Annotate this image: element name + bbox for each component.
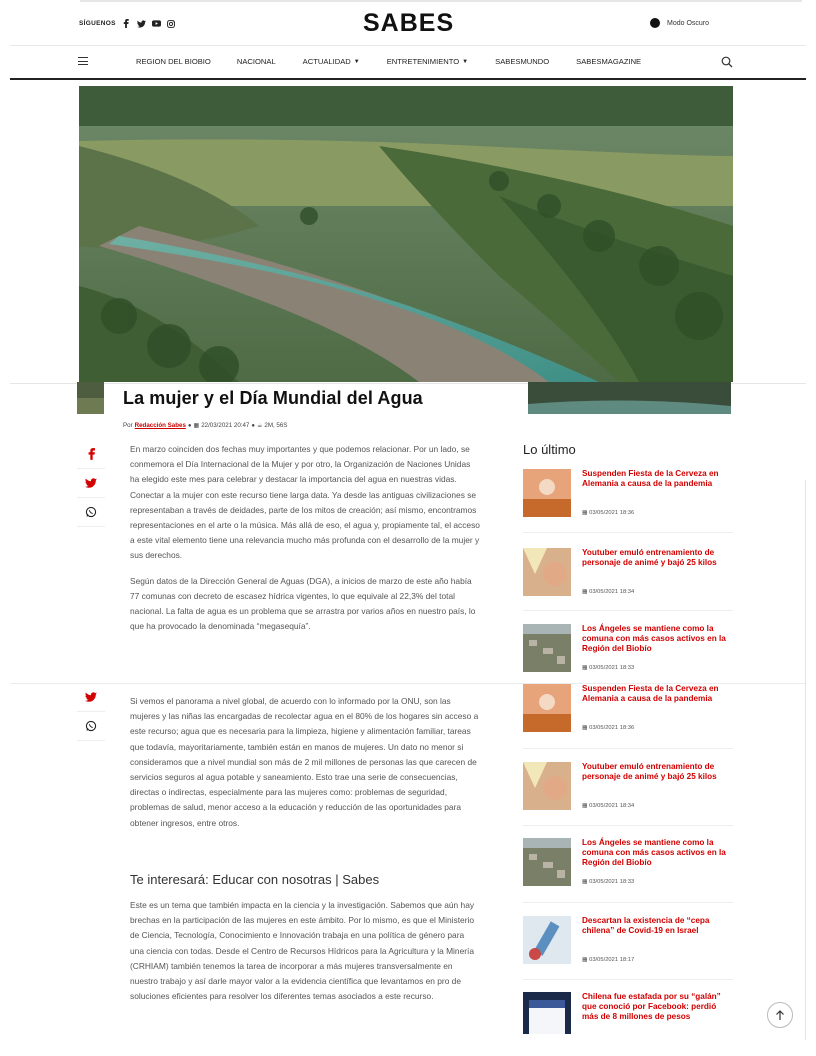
paragraph: En marzo coinciden dos fechas muy importantes y que podemos relacionar. Por un lado, se conmemora el Día Internacional de la Mujer y por otro, la Organización de Naciones Unidas ha elegido este mes para celebrar y destacar la importancia del agua en nuestras vidas. Conectar a la mujer con este recurso tiene larga data. Ya desde las antiguas civilizaciones se representaban a través de deidades, parte de los mitos de creación; así mismo, encontramos representaciones en el arte o la música. Más allá de eso, el agua y, propiamente tal, el acceso a este vital elemento tiene una relevancia mucho más profunda con el desarrollo de la mujer y sus derechos. [130,444,480,561]
share-twitter-button[interactable] [77,469,105,498]
facebook-icon[interactable] [122,19,131,28]
follow-label: SÍGUENOS [79,20,116,27]
news-date: ▦ 03/05/2021 18:17 [582,957,635,963]
news-thumbnail[interactable] [523,916,571,964]
calendar-icon: ▦ [193,423,200,429]
sidebar-divider [523,902,733,903]
related-thumbnail-strip[interactable] [528,382,731,414]
main-nav [10,46,806,80]
related-link[interactable]: Te interesará: Educar con nosotras | Sabes [130,872,380,887]
paragraph: Este es un tema que también impacta en la ciencia y la investigación. Sabemos que aún hay brechas en la participación de las mujeres en este ámbito. Por lo mismo, es que el Ministerio de Ciencia, Tecnología, Conocimiento e Innovación trabaja en una política de género para una ciencia con todas. Desde el Centro de Recursos Hídricos para la Agricultura y la Minería (CRHIAM) también tenemos la tarea de incorporar a más mujeres transversalmente en nuestro trabajo y así darle mayor valor a la evidencia científica que levantamos en pro de soluciones eficientes para resolver los diferentes temas asociados a este recurso. [130,900,475,1002]
related-thumbnail[interactable] [77,382,104,414]
news-title[interactable]: Suspenden Fiesta de la Cerveza en Alemania a causa de la pandemia [582,684,719,703]
news-thumbnail[interactable] [523,992,571,1034]
sidebar-news-item[interactable] [523,469,733,547]
article-date: 22/03/2021 20:47 [201,422,250,429]
menu-icon[interactable] [78,57,88,65]
news-date: ▦ 03/05/2021 18:34 [582,589,635,595]
news-thumbnail[interactable] [523,624,571,672]
facebook-icon [88,448,95,460]
scroll-to-top-button[interactable] [767,1002,793,1028]
news-date: ▦ 03/05/2021 18:36 [582,510,635,516]
youtube-icon[interactable] [152,19,161,28]
news-title[interactable]: Chilena fue estafada por su “galán” que conoció por Facebook: perdió más de 8 millones de pesos [582,992,721,1021]
article-title: La mujer y el Día Mundial del Agua [123,388,423,408]
sidebar-news-item[interactable] [523,992,733,1036]
follow-us [79,19,176,28]
news-title[interactable]: Descartan la existencia de “cepa chilena” de Covid-19 en Israel [582,916,710,935]
bullet-separator: ● [251,422,255,429]
nav-items [136,57,641,66]
sidebar-news-item[interactable] [523,838,733,916]
news-thumbnail[interactable] [523,762,571,810]
coffee-icon: ☕ [256,423,263,429]
dark-mode-toggle[interactable] [650,18,709,28]
twitter-icon [85,478,97,488]
sidebar-divider [523,979,733,980]
paragraph: Si vemos el panorama a nivel global, de acuerdo con lo informado por la ONU, son las mujeres y las niñas las encargadas de recolectar agua en el 80% de los hogares sin acceso a este recurso; agua que es necesaria para la limpieza, higiene y alimentación familiar, tareas que todavía, mayoritariamente, también están en manos de mujeres. Un dato no menor si consideramos que a nivel mundial son más de 2 mil millones de personas las que carecen de servicios seguros al agua potable y saneamiento. Esto trae una serie de consecuencias, directas o indirectas, especialmente para las mujeres como: problemas de seguridad, problemas de salud, menor acceso a la educación y reducción de las oportunidades para obtener ingresos, entre otros. [130,696,479,828]
chevron-down-icon: ▼ [353,58,360,65]
news-title[interactable]: Los Ángeles se mantiene como la comuna con más casos activos en la Región del Biobío [582,624,726,653]
news-date: ▦ 03/05/2021 18:34 [582,803,635,809]
news-date: ▦ 03/05/2021 18:36 [582,725,635,731]
paragraph: Según datos de la Dirección General de Aguas (DGA), a inicios de marzo de este año había 77 comunas con decreto de escasez hídrica vigentes, lo que equivale al 22,3% del total nacional. La falta de agua es un problema que se arrastra por varios años en nuestro país, lo que ha provocado la denominada “megasequía”. [130,575,476,632]
news-thumbnail[interactable] [523,548,571,596]
author-link[interactable]: Redacción Sabes [134,422,186,429]
share-whatsapp-button[interactable] [77,498,105,527]
page-edge-rule [805,480,806,1040]
nav-item-entretenimiento[interactable]: ENTRETENIMIENTO ▼ [386,57,469,66]
sidebar-divider [523,825,733,826]
arrow-up-icon [775,1010,785,1021]
chevron-down-icon: ▼ [462,58,469,65]
byline-by: Por [123,422,133,429]
share-facebook-button[interactable] [77,440,105,469]
hero-image [79,86,733,382]
news-title[interactable]: Los Ángeles se mantiene como la comuna con más casos activos en la Región del Biobío [582,838,726,867]
sidebar-news-item[interactable] [523,548,733,626]
sidebar-news-item[interactable] [523,684,733,762]
news-thumbnail[interactable] [523,838,571,886]
article-body-top [130,442,480,644]
nav-item-sabesmundo[interactable]: SABESMUNDO [495,57,550,66]
bullet-separator: ● [187,422,192,429]
news-thumbnail[interactable] [523,469,571,517]
site-logo[interactable]: SABES [363,9,455,37]
instagram-icon[interactable] [167,19,176,28]
toggle-knob [650,18,660,28]
sidebar-divider [523,610,733,611]
whatsapp-icon [85,506,97,518]
twitter-icon [85,692,97,702]
top-rule [80,0,802,2]
nav-item-sabesmagazine[interactable]: SABESMAGAZINE [576,57,642,66]
news-date: ▦ 03/05/2021 18:33 [582,665,635,671]
article-body-middle [130,694,480,841]
news-date: ▦ 03/05/2021 18:33 [582,879,635,885]
sidebar-divider [523,748,733,749]
article-byline [123,422,287,429]
news-title[interactable]: Youtuber emuló entrenamiento de personaje de animé y bajó 25 kilos [582,548,717,567]
nav-item-nacional[interactable]: NACIONAL [236,57,276,66]
nav-item-region-del-biobio[interactable]: REGION DEL BIOBIO [136,57,211,66]
article-body-bottom [130,898,480,1014]
nav-item-actualidad[interactable]: ACTUALIDAD ▼ [302,57,360,66]
news-title[interactable]: Suspenden Fiesta de la Cerveza en Alemania a causa de la pandemia [582,469,719,488]
top-bar [0,0,816,46]
twitter-icon[interactable] [137,19,146,28]
news-title[interactable]: Youtuber emuló entrenamiento de personaje de animé y bajó 25 kilos [582,762,717,781]
share-twitter-button-sticky[interactable] [77,683,105,712]
sidebar-news-item[interactable] [523,762,733,840]
dark-mode-label: Modo Oscuro [667,19,710,27]
whatsapp-icon [85,720,97,732]
news-thumbnail[interactable] [523,684,571,732]
search-icon[interactable] [721,55,733,67]
sidebar-divider [523,532,733,533]
sidebar-heading: Lo último [523,442,576,457]
share-whatsapp-button-sticky[interactable] [77,712,105,741]
sidebar-news-item[interactable] [523,916,733,994]
read-time: 2M, 56S [264,422,288,429]
